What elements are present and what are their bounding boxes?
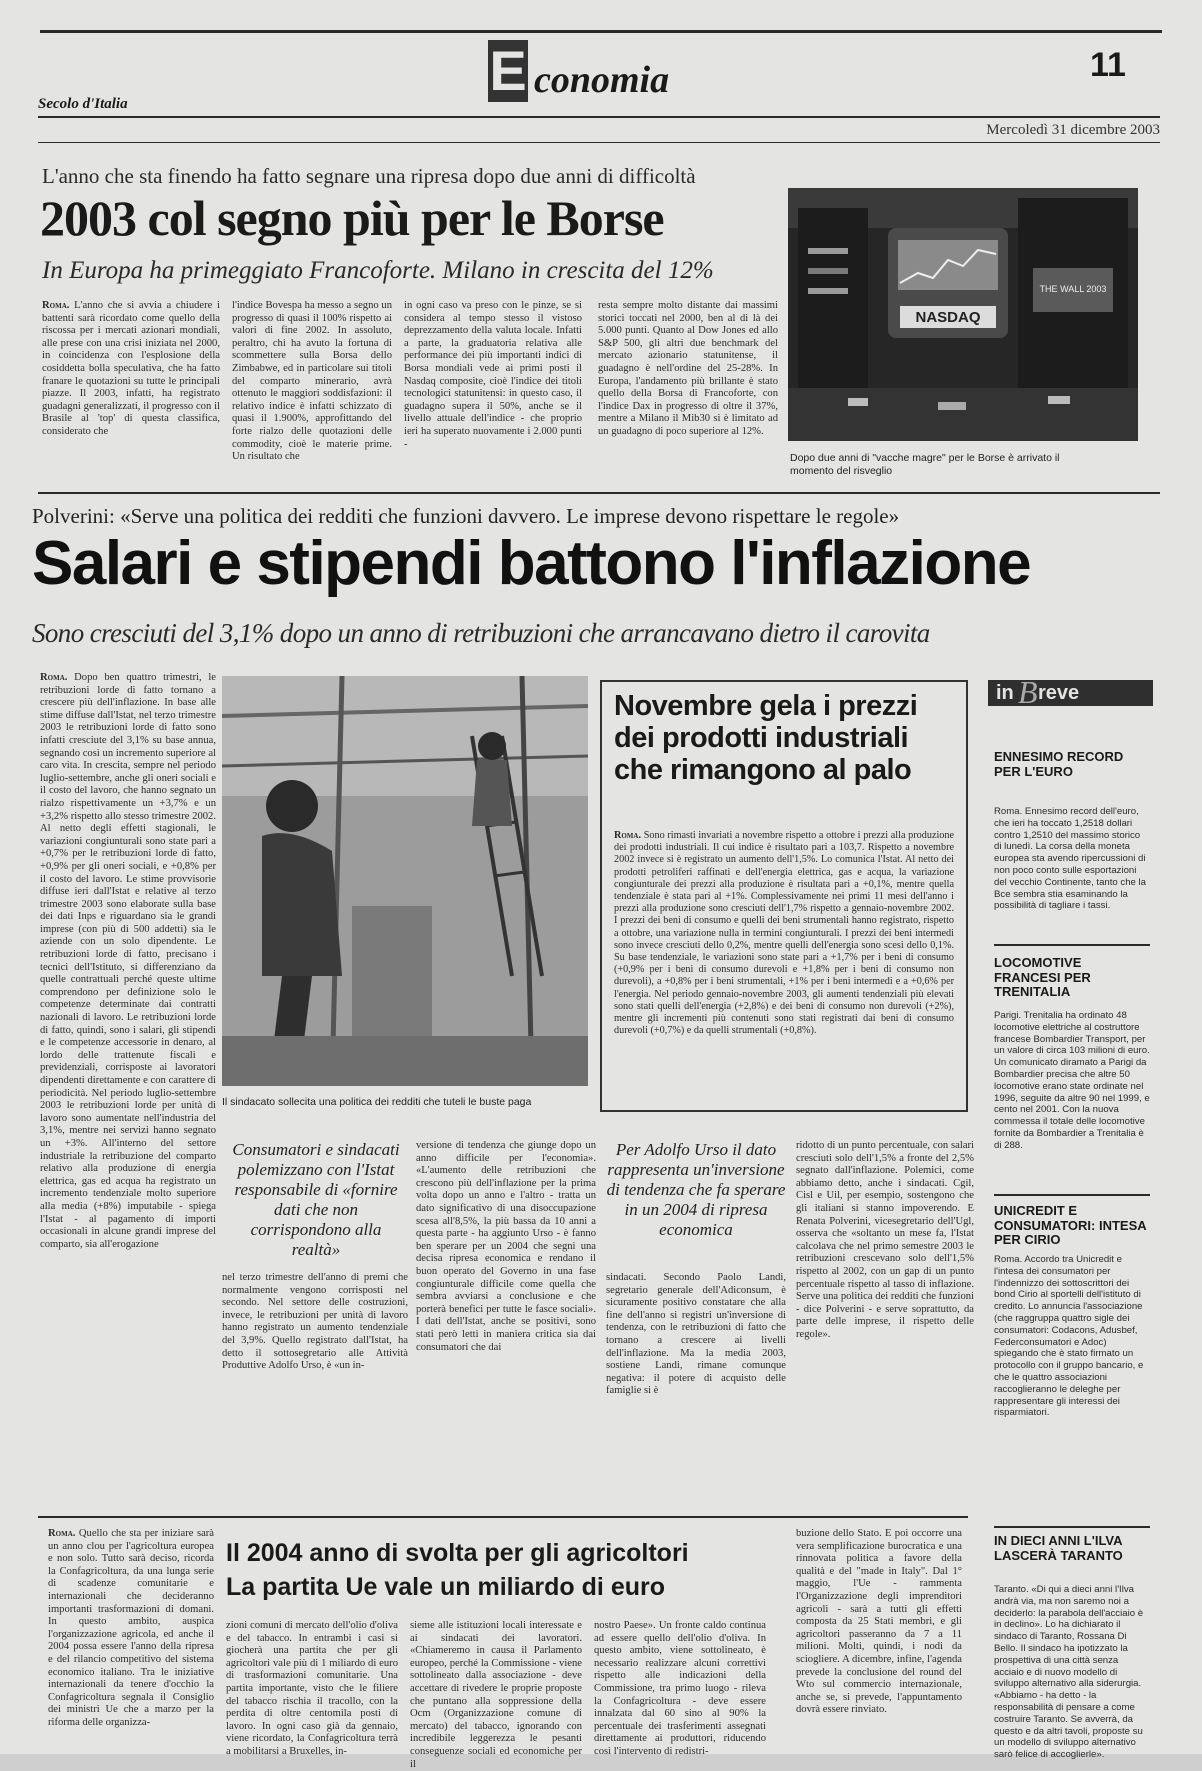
- brief-title-2: LOCOMOTIVE FRANCESI PER TRENITALIA: [994, 955, 1091, 999]
- top-rule: [40, 30, 1162, 33]
- workers-photo-caption: Il sindacato sollecita una politica dei redditi che tuteli le buste paga: [222, 1096, 532, 1108]
- story1-column-2: l'indice Bovespa ha messo a segno un progresso di quasi il 100% rispetto ai valori di fine 2002. In assoluto, peraltro, chi ha avuto la fortuna di scommettere sulla Borsa dello Zimbabwe, ed in particolare sui titoli del comparto minerario, avrà ottenuto le maggiori soddisfazioni: il relativo indice è infatti schizzato di quasi il 1.900%, approfittando del forte rialzo delle quotazioni delle commodity, cioè le materie prime. Un risultato che: [232, 300, 392, 463]
- times-square-sign: THE WALL 2003: [1039, 284, 1107, 294]
- brief-text-1: Roma. Ennesimo record dell'euro, che ieri ha toccato 1,2518 dollari contro 1,2510 del massimo storico di lunedì. La corsa della moneta europea sta avendo ripercussioni di non poco conto sulle esportazioni del vecchio Continente, tanto che la Bce sembra stia esaminando la possibilità di tagliare i tassi.: [994, 806, 1147, 912]
- section-divider-1: [38, 492, 1160, 494]
- story2-dateline: Roma.: [40, 672, 68, 683]
- story2-column-1: [40, 672, 216, 1626]
- story3-headline-1: Il 2004 anno di svolta per gli agricoltori: [226, 1539, 689, 1567]
- story1-column-3: in ogni caso va preso con le pinze, se si considera al tempo stesso il vistoso deprezzamento della valuta locale. Infatti a parte, la graduatoria relativa alle performance dei più importanti indici di Borsa mondiali vede ai primi posti il Nasdaq composite, cioè l'indice dei titoli tecnologici statunitensi: in questo caso, il guadagno supera il 50%, anche se il livello attuale dell'indice - che proprio ieri ha superato nuovamente i 2.000 punti -: [404, 300, 582, 450]
- in-breve-logo-reve: reve: [1038, 682, 1080, 704]
- masthead-rule: [38, 116, 1160, 118]
- story1-col1-text: L'anno che si avvia a chiudere i battenti sarà ricordato come quello della riscossa per i mercati azionari mondiali, alle prese con una crisi iniziata nel 2000, in coincidenza con l'esplosione della cosiddetta bolla speculativa, che ha fatto franare le quotazioni su tutte le principali piazze. Il 2003, infatti, ha registrato guadagni generalizzati, il progresso con il Brasile al 'top' di questa classifica, considerato che: [42, 300, 220, 437]
- prices-box-headline: Novembre gela i prezzi dei prodotti industriali che rimangono al palo: [614, 690, 918, 786]
- story3-col1-text: Quello che sta per iniziare sarà un anno clou per l'agricoltura europea e non solo. Tutto sarà deciso, ricorda la Confagricoltura, da una lunga serie di scadenze comunitarie e internazionali che decideranno importanti trasformazioni di domani. In questo ambito, auspica l'organizzazione agricola, ed anche il 2004 possa essere l'anno della ripresa e del rilancio competitivo del sistema economico italiano. Tra le iniziative internazionali da tenere d'occhio la Confagricoltura segnala il Consiglio dei ministri Ue che a marzo per la riforma delle organizza-: [48, 1528, 214, 1728]
- story1-kicker: L'anno che sta finendo ha fatto segnare una ripresa dopo due anni di difficoltà: [42, 164, 696, 188]
- story2-pull-quote-2: Per Adolfo Urso il dato rappresenta un'inversione di tendenza che fa sperare in un 2004 di ripresa economica: [606, 1140, 786, 1239]
- story2-headline: Salari e stipendi battono l'inflazione: [32, 529, 1031, 598]
- story2-kicker: Polverini: «Serve una politica dei redditi che funzioni davvero. Le imprese devono rispettare le regole»: [32, 504, 900, 528]
- nasdaq-photo: [788, 188, 1138, 441]
- story1-column-1: [42, 300, 220, 470]
- story2-column-4: sindacati. Secondo Paolo Landi, segretario generale dell'Adiconsum, è sicuramente positivo constatare che alla fine dell'anno si registri un'inversione di tendenza, con le retribuzioni di fatto che tornano a crescere ai livelli dell'inflazione. Ma la media 2003, sostiene Landi, rimane comunque negativa: il potere di acquisto delle famiglie si è: [606, 1272, 786, 1397]
- brief-divider-3: [994, 1526, 1150, 1528]
- section-initial: E: [489, 39, 527, 102]
- prices-box-text: [614, 830, 954, 1100]
- workers-photo-illustration: [222, 676, 588, 1086]
- story3-column-3: sieme alle istituzioni locali interessate e ai sindacati dei lavoratori. «Chiameremo in causa il Parlamento europeo, perché la Commissione - viene sottolineato dalla associazione - deve accettare di rivedere le proprie proposte che puntano alla soppressione della Ocm (Organizzazione comune di mercato) del tabacco, ignorando con incredibile leggerezza le pesanti conseguenze sociali ed economiche per il: [410, 1620, 582, 1770]
- brief-title-3: UNICREDIT E CONSUMATORI: INTESA PER CIRIO: [994, 1203, 1147, 1247]
- story3-column-1: [48, 1528, 214, 1728]
- story3-column-4: nostro Paese». Un fronte caldo continua ad essere quello dell'olio d'oliva. In questo ambito, viene sottolineato, è necessario realizzare alcuni correttivi rispetto alle indicazioni della Commissione, tra primo luogo - rileva la Confagricoltura - deve essere innalzata dal 60 sino al 90% la percentuale dei trasferimenti assegnati direttamente ai produttori, riducendo così l'intervento di redistri-: [594, 1620, 766, 1757]
- story1-column-4: resta sempre molto distante dai massimi storici toccati nel 2000, ben al di là dei 5.000 punti. Quanto al Dow Jones ed allo S&P 500, gli altri due benchmark del mercato azionario statunitense, il guadagno è nell'ordine del 25-28%. In Europa, l'andamento più brillante è stato quello della Borsa di Francoforte, con l'indice Dax in progresso di oltre il 37%, mentre a Milano il Mib30 si è limitato ad un guadagno di poco superiore al 12%.: [598, 300, 778, 437]
- brief-title-1: ENNESIMO RECORD PER L'EURO: [994, 749, 1124, 779]
- in-breve-logo: [988, 674, 1153, 710]
- story2-subhead: Sono cresciuti del 3,1% dopo un anno di retribuzioni che arrancavano dietro il carovita: [32, 618, 930, 648]
- brief-text-2: Parigi. Trenitalia ha ordinato 48 locomotive elettriche al costruttore francese Bombardier Transport, per un valore di circa 103 milioni di euro. Un comunicato diramato a Parigi da Bombardier precisa che altre 50 locomotive erano state ordinate nel 1996, seguite da altre 90 nel 1999, e cento nel 2001. Con la nuova commessa il totale delle locomotive fornite da Bombardier a Trenitalia è di 288.: [994, 1010, 1150, 1151]
- in-breve-logo-b: B: [1018, 674, 1038, 710]
- issue-date: Mercoledì 31 dicembre 2003: [986, 122, 1160, 138]
- story3-dateline: Roma.: [48, 1528, 76, 1539]
- in-breve-logo-in: in: [996, 682, 1014, 704]
- story1-dateline: Roma.: [42, 300, 70, 311]
- prices-box-body: Sono rimasti invariati a novembre rispetto a ottobre i prezzi alla produzione dei prodotti industriali. Il cui indice è risultato pari a 103,7. Rispetto a novembre 2002 invece si è registrato un aumento dell'1,5%. Lo comunica l'Istat. Al netto dei prodotti petroliferi raffinati e dell'energia elettrica, gas e acqua, la variazione congiunturale dei prezzi alla produzione è risultata pari a +0,1%, mentre quella tendenziale è stata pari al +1%. Complessivamente nei primi 11 mesi dell'anno i prezzi alla produzione sono cresciuti dell'1,7% rispetto a gennaio-novembre 2002. I prezzi dei beni di consumo e quelli dei beni strumentali hanno registrato, rispetto a ottobre, una variazione nulla in termini congiunturali. I prezzi dei beni intermedi sono invece cresciuti dello 0,2%, mentre quelli dell'energia sono scesi dello 0,1%. Su base tendenziale, le variazioni sono state pari a +1,7% per i beni di consumo (+0,9% per i beni di consumo durevoli e +1,8% per i beni di consumo non durevoli), a +0,8% per i beni strumentali, +1% per i beni intermedi e a +0,6% per l'energia. Nel periodo gennaio-novembre 2003, gli aumenti tendenziali più elevati sono stati quelli dell'energia (+2,8%) e dei beni di consumo non durevoli (+2%), mentre gli incrementi più contenuti sono stati registrati dai beni di consumo durevoli (+0,7%) e da quelli strumentali (+0,8%).: [614, 830, 955, 1037]
- story3-headline-2: La partita Ue vale un miliardo di euro: [226, 1573, 665, 1601]
- date-rule: [38, 142, 1160, 143]
- sidebar-in-breve: [988, 674, 1153, 1520]
- story1-headline: 2003 col segno più per le Borse: [40, 190, 664, 246]
- brief-divider-1: [994, 944, 1150, 946]
- story2-column-3: versione di tendenza che giunge dopo un anno difficile per l'economia». «L'aumento delle retribuzioni che crescono più dell'inflazione per la prima volta dopo un anno e l'altro - tratta un dato significativo di una disoccupazione scesa all'8,5%, la più bassa da 10 anni a questa parte - ha aggiunto Urso - è fanno ben sperare per un 2004 che segni una decisa ripresa economica e rendano il buon operato del Governo in una fase congiunturale difficile come quella che sembra avviarsi a conclusione e che porterà benefici per tutte le fasce sociali». I dati dell'Istat, anche se positivi, sono stati però letti in maniera critica sia dai consumatori che dai: [416, 1140, 596, 1353]
- prices-box-dateline: Roma.: [614, 830, 642, 841]
- story3-column-5: buzione dello Stato. E poi occorre una vera semplificazione burocratica e una rinnovata politica a favore della qualità e del "made in Italy". Dal 1° maggio, l'Ue - rammenta l'Organizzazione degli imprenditori agricoli - sarà a tutti gli effetti composta da 25 Stati membri, e gli agricoltori passeranno da 7 a 11 milioni. Molti, quindi, i nodi da sciogliere. A dicembre, infine, l'agenda prevede la conclusione del round del Wto sul commercio internazionale, anche se, si prevede, l'appuntamento dovrà essere rinviato.: [796, 1528, 962, 1716]
- brief-text-4: Taranto. «Di qui a dieci anni l'Ilva andrà via, ma non saremo noi a deciderlo: la parabola dell'acciaio è in declino». Lo ha dichiarato il sindaco di Taranto, Rossana Di Bello. Il sindaco ha ipotizzato la prospettiva di una città senza acciaio e di nuovo modello di sviluppo alternativo alla siderurgia. «Abbiamo - ha detto - la responsabilità di pensare a come costruire Taranto. Se avverrà, da questo e da altri tavoli, proposte su un modello di sviluppo alternativo sarò felice di accoglierle».: [994, 1584, 1144, 1761]
- brief-title-4: IN DIECI ANNI L'ILVA LASCERÀ TARANTO: [994, 1533, 1123, 1563]
- story2-col1-text: Dopo ben quattro trimestri, le retribuzioni lorde di fatto tornano a crescere più dell'inflazione. In base alle stime diffuse dall'Istat, nel terzo trimestre 2003 le retribuzioni lorde di fatto sono infatti cresciute del 3,1% su base annua, segnando così un incremento superiore al caro vita. In crescita, sempre nel periodo luglio-settembre, anche gli oneri sociali e il costo del lavoro, che hanno segnato un rialzo rispettivamente un +3,7% e un +3,2% rispetto allo stesso trimestre 2002. Al netto degli effetti stagionali, le variazioni congiunturali sono state pari a +0,7% per le retribuzioni lorde di fatto, +0,9% per gli oneri sociali, e +0,8% per il costo del lavoro. Le stime provvisorie diffuse ieri dall'Istat e relative al terzo trimestre 2003 sono elaborate sulla base dei dati Inps e riguardano sia le grandi imprese (con più di 500 addetti) sia le aziende con un solo dipendente. Le retribuzioni lorde di fatto, precisano i tecnici dell'Istituto, si differenziano da quelle contrattuali perché queste ultime comprendono per definizione solo le competenze determinate dai contratti nazionali di lavoro. Le retribuzioni lorde di fatto, quindi, sono i salari, gli stipendi e le competenze accessorie in denaro, al lordo delle trattenute fiscali e previdenziali, corrisposte ai lavoratori dipendenti direttamente e con carattere di periodicità. Nel periodo luglio-settembre 2003 le retribuzioni lorde per unità di lavoro sono aumentate nell'industria del 3,1%, mentre nei servizi hanno segnato un +3%. All'interno del settore industriale la retribuzione del comparto relativo alla produzione di energia elettrica, gas ed acqua ha registrato un incremento tendenziale molto superiore alla media (+8%) imputabile - spiega l'Istat - al pagamento di importi occasionali in alcune grandi imprese del comparto, sia all'erogazione: [40, 672, 216, 1250]
- brief-text-3: Roma. Accordo tra Unicredit e l'intesa dei consumatori per l'indennizzo dei sottoscrittori dei bond Cirio al sportelli dell'istituto di credito. Lo annuncia l'associazione (che raggruppa quattro sigle dei consumatori: Codacons, Adusbef, Federconsumatori e Adoc) spiegando che è stato firmato un protocollo con il gruppo bancario, e che le quattro associazioni raccoglieranno le deleghe per rappresentare gli interessi dei risparmiatori.: [994, 1254, 1144, 1419]
- newspaper-name: Secolo d'Italia: [38, 96, 128, 112]
- section-title: conomia: [534, 59, 670, 101]
- section-divider-2: [38, 1516, 968, 1518]
- brief-divider-2: [994, 1194, 1150, 1196]
- story2-column-2: nel terzo trimestre dell'anno di premi che normalmente vengono corrisposti nel secondo. Nel settore delle costruzioni, invece, le retribuzioni per unità di lavoro hanno registrato un aumento tendenziale del 3,9%. Quello registrato dall'Istat, ha detto il sottosegretario alle Attività Produttive Adolfo Urso, è «un in-: [222, 1272, 408, 1372]
- nasdaq-sign: NASDAQ: [915, 309, 981, 326]
- story1-subhead: In Europa ha primeggiato Francoforte. Milano in crescita del 12%: [42, 257, 714, 284]
- story2-pull-quote: Consumatori e sindacati polemizzano con l'Istat responsabile di «fornire dati che non corrispondono alla realtà»: [232, 1140, 400, 1259]
- page-number: 11: [1090, 46, 1126, 84]
- story3-column-2: zioni comuni di mercato dell'olio d'oliva e del tabacco. In entrambi i casi si giocherà una partita che per gli agricoltori vale più di 1 miliardo di euro di trasformazioni comunitarie. Una partita importante, visto che le filiere del tabacco rischia il tracollo, con la perdita di oltre centomila posti di lavoro. In ogni caso già da gennaio, viene ricordato, la Confagricoltura terrà a mobilitarsi a Bruxelles, in-: [226, 1620, 398, 1757]
- nasdaq-photo-caption: Dopo due anni di "vacche magre" per le Borse è arrivato il momento del risveglio: [790, 452, 1060, 477]
- story2-column-5: ridotto di un punto percentuale, con salari cresciuti solo dell'1,5% a fronte del 2,5% segnato dall'inflazione. Polemici, come abbiamo detto, anche i sindacati. Cgil, Cisl e Uil, per esempio, sostengono che gli italiani si stanno impoverendo. E Renata Polverini, vicesegretario dell'Ugl, osserva che «soltanto un mese fa, l'Istat calcolava che nel primo semestre 2003 le retribuzioni crescevano solo dell'1,5% rispetto al 2002, con un gap di un punto percentuale rispetto al tasso di inflazione. Serve una politica dei redditi che funzioni - dice Polverini - e serve soprattutto, da parte delle imprese, il rispetto delle regole».: [796, 1140, 974, 1340]
- workers-photo: [222, 676, 588, 1086]
